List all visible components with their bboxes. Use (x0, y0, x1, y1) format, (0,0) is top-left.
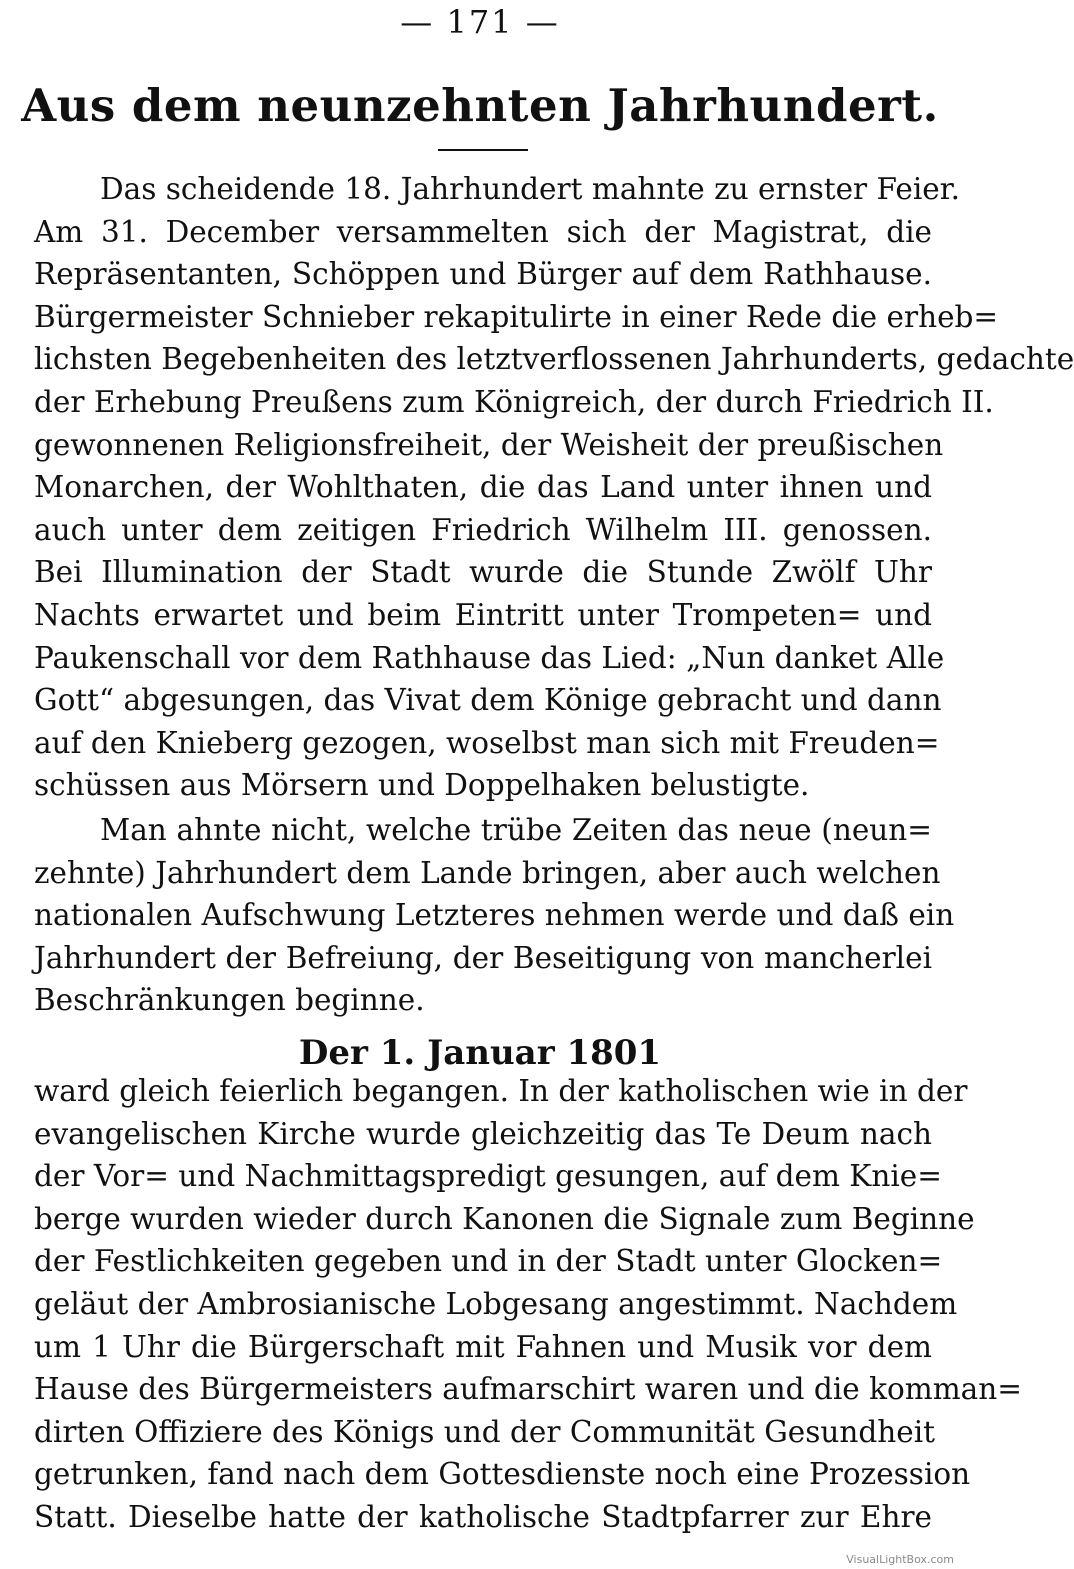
text-line: um 1 Uhr die Bürgerschaft mit Fahnen und Musik vor dem (34, 1329, 932, 1364)
chapter-title: Aus dem neunzehnten Jahrhundert. (21, 79, 939, 132)
paragraph-1 (34, 168, 1074, 807)
text-line: Nachts erwartet und beim Eintritt unter Trompeten= und (34, 597, 932, 632)
text-line: Statt. Dieselbe hatte der katholische Stadtpfarrer zur Ehre (34, 1499, 932, 1534)
text-line: gewonnenen Religionsfreiheit, der Weisheit der preußischen (34, 427, 944, 462)
text-line: Das scheidende 18. Jahrhundert mahnte zu ernster Feier. (100, 172, 960, 206)
text-line: nationalen Aufschwung Letzteres nehmen werde und daß ein (34, 898, 955, 933)
paragraph-2 (34, 809, 955, 1022)
text-line: auf den Knieberg gezogen, woselbst man sich mit Freuden= (34, 725, 940, 760)
text-line: Man ahnte nicht, welche trübe Zeiten das neue (neun= (100, 813, 932, 847)
text-line: der Festlichkeiten gegeben und in der Stadt unter Glocken= (34, 1244, 943, 1279)
paragraph-3 (34, 1070, 1022, 1539)
text-line: getrunken, fand nach dem Gottesdienste noch eine Prozession (34, 1457, 971, 1492)
text-line: Bei Illumination der Stadt wurde die Stunde Zwölf Uhr (34, 555, 932, 590)
section-heading: Der 1. Januar 1801 (298, 1033, 662, 1073)
text-line: Jahrhundert der Befreiung, der Beseitigung von mancherlei (34, 940, 932, 975)
watermark: VisualLightBox.com (846, 1553, 954, 1566)
text-line: berge wurden wieder durch Kanonen die Signale zum Beginne (34, 1201, 975, 1236)
text-line: zehnte) Jahrhundert dem Lande bringen, aber auch welchen (34, 855, 941, 890)
text-line: Gott“ abgesungen, das Vivat dem Könige gebracht und dann (34, 683, 942, 718)
text-line: der Vor= und Nachmittagspredigt gesungen, auf dem Knie= (34, 1159, 942, 1194)
text-line: schüssen aus Mörsern und Doppelhaken belustigte. (34, 768, 810, 803)
text-line: lichsten Begebenheiten des letztverflossenen Jahrhunderts, gedachte (34, 342, 1074, 377)
text-line: Bürgermeister Schnieber rekapitulirte in einer Rede die erheb= (34, 299, 999, 334)
text-line: dirten Offiziere des Königs und der Communität Gesundheit (34, 1414, 936, 1449)
text-line: der Erhebung Preußens zum Königreich, der durch Friedrich II. (34, 384, 994, 419)
text-line: Hause des Bürgermeisters aufmarschirt waren und die komman= (34, 1372, 1022, 1407)
text-line: auch unter dem zeitigen Friedrich Wilhelm III. genossen. (34, 512, 932, 547)
title-divider (438, 149, 528, 151)
text-line: Am 31. December versammelten sich der Magistrat, die (34, 214, 932, 249)
text-line: Paukenschall vor dem Rathhause das Lied: „Nun danket Alle (34, 640, 945, 675)
text-line: Repräsentanten, Schöppen und Bürger auf dem Rathhause. (34, 257, 932, 292)
text-line: ward gleich feierlich begangen. In der katholischen wie in der (34, 1074, 968, 1108)
text-line: geläut der Ambrosianische Lobgesang angestimmt. Nachdem (34, 1286, 958, 1321)
page-number: — 171 — (400, 3, 560, 41)
text-line: evangelischen Kirche wurde gleichzeitig das Te Deum nach (34, 1116, 932, 1151)
text-line: Monarchen, der Wohlthaten, die das Land unter ihnen und (34, 470, 932, 505)
text-line: Beschränkungen beginne. (34, 983, 425, 1018)
